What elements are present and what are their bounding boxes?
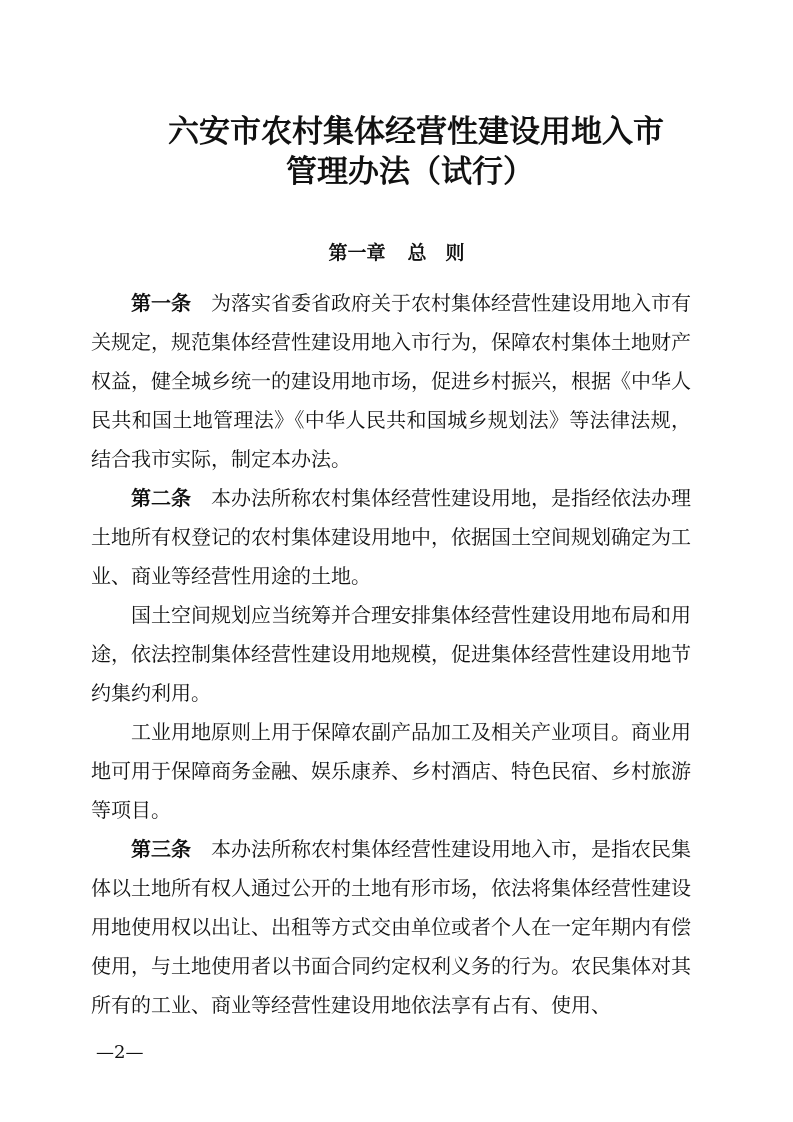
document-title-line2: 管理办法（试行） [286, 154, 534, 190]
chapter-number: 第一章 [328, 242, 386, 264]
article-1-paragraph [91, 284, 691, 479]
article-2-label: 第二条 [131, 486, 191, 510]
document-title-line1: 六安市农村集体经营性建设用地入市 [168, 114, 664, 150]
article-3-text: 本办法所称农村集体经营性建设用地入市，是指农民集体以土地所有权人通过公开的土地有形市场，依法将集体经营性建设用地使用权以出让、出租等方式交由单位或者个人在一定年期内有偿使用，与土地使用者以书面合同约定权利义务的行为。农民集体对其所有的工业、商业等经营性建设用地依法享有占有、使用、 [91, 837, 691, 1017]
article-3-label: 第三条 [131, 837, 191, 861]
chapter-title: 总 则 [407, 242, 465, 264]
document-body [91, 284, 691, 1025]
article-2-paragraph-3 [91, 713, 691, 830]
article-3-paragraph [91, 830, 691, 1025]
article-2-paragraph [91, 479, 691, 596]
chapter-heading [0, 240, 793, 266]
article-2-paragraph-2 [91, 596, 691, 713]
article-1-label: 第一条 [131, 291, 191, 315]
page-number: —2— [96, 1042, 144, 1063]
article-2-text: 本办法所称农村集体经营性建设用地，是指经依法办理土地所有权登记的农村集体建设用地中，依据国土空间规划确定为工业、商业等经营性用途的土地。 [91, 486, 691, 588]
article-2-text-2: 国土空间规划应当统筹并合理安排集体经营性建设用地布局和用途，依法控制集体经营性建设用地规模，促进集体经营性建设用地节约集约利用。 [91, 603, 691, 705]
article-2-text-3: 工业用地原则上用于保障农副产品加工及相关产业项目。商业用地可用于保障商务金融、娱乐康养、乡村酒店、特色民宿、乡村旅游等项目。 [91, 720, 691, 822]
article-1-text: 为落实省委省政府关于农村集体经营性建设用地入市有关规定，规范集体经营性建设用地入市行为，保障农村集体土地财产权益，健全城乡统一的建设用地市场，促进乡村振兴，根据《中华人民共和国土地管理法》《中华人民共和国城乡规划法》等法律法规，结合我市实际，制定本办法。 [91, 291, 691, 471]
